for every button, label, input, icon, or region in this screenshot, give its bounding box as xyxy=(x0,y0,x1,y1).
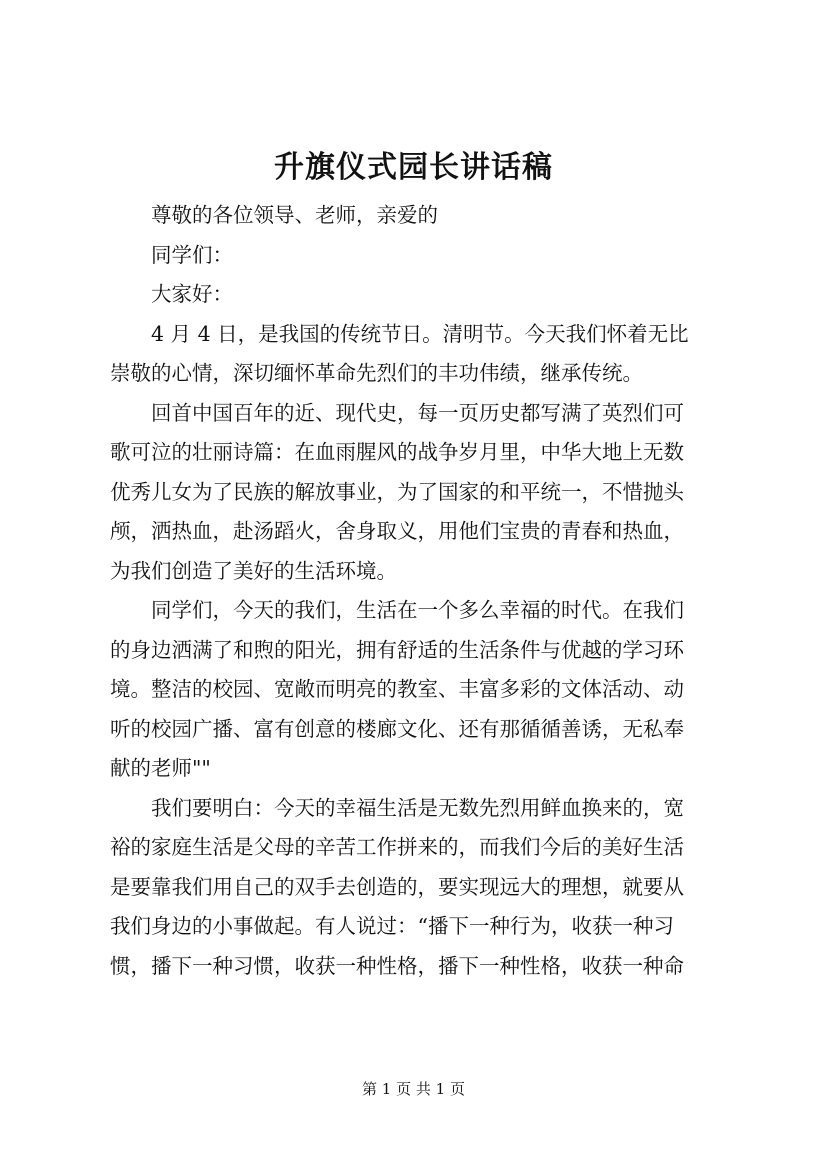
page-footer: 第 1 页 共 1 页 xyxy=(362,1080,465,1098)
text-line: 4 月 4 日，是我国的传统节日。清明节。今天我们怀着无比 xyxy=(151,321,689,346)
text-line: 裕的家庭生活是父母的辛苦工作拼来的，而我们今后的美好生活 xyxy=(110,835,684,859)
text-line: 崇敬的心情，深切缅怀革命先烈们的丰功伟绩，继承传统。 xyxy=(110,361,643,385)
text-line: 为我们创造了美好的生活环境。 xyxy=(110,558,397,583)
text-line: 我们身边的小事做起。有人说过：“播下一种行为，收获一种习 xyxy=(110,914,674,938)
text-line: 同学们，今天的我们，生活在一个多么幸福的时代。在我们 xyxy=(151,598,684,622)
document-body xyxy=(110,196,730,986)
document-title: 升旗仪式园长讲话稿 xyxy=(274,150,553,185)
text-line: 优秀儿女为了民族的解放事业，为了国家的和平统一，不惜抛头 xyxy=(110,479,684,504)
text-line: 我们要明白：今天的幸福生活是无数先烈用鲜血换来的，宽 xyxy=(151,795,684,820)
text-line: 是要靠我们用自己的双手去创造的，要实现远大的理想，就要从 xyxy=(110,874,684,899)
text-line: 惯，播下一种习惯，收获一种性格，播下一种性格，收获一种命 xyxy=(110,953,684,978)
text-line: 同学们： xyxy=(151,242,233,267)
text-line: 听的校园广播、富有创意的楼廊文化、还有那循循善诱，无私奉 xyxy=(110,716,684,741)
text-line: 大家好： xyxy=(151,282,233,306)
text-line: 尊敬的各位领导、老师，亲爱的 xyxy=(151,203,438,227)
text-line: 境。整洁的校园、宽敞而明亮的教室、丰富多彩的文体活动、动 xyxy=(110,677,684,701)
text-line: 献的老师"" xyxy=(110,756,211,780)
text-line: 的身边洒满了和煦的阳光，拥有舒适的生活条件与优越的学习环 xyxy=(110,637,684,662)
text-line: 颅，洒热血，赴汤蹈火，舍身取义，用他们宝贵的青春和热血， xyxy=(110,519,684,543)
text-line: 回首中国百年的近、现代史，每一页历史都写满了英烈们可 xyxy=(151,400,684,425)
text-line: 歌可泣的壮丽诗篇：在血雨腥风的战争岁月里，中华大地上无数 xyxy=(110,440,684,464)
